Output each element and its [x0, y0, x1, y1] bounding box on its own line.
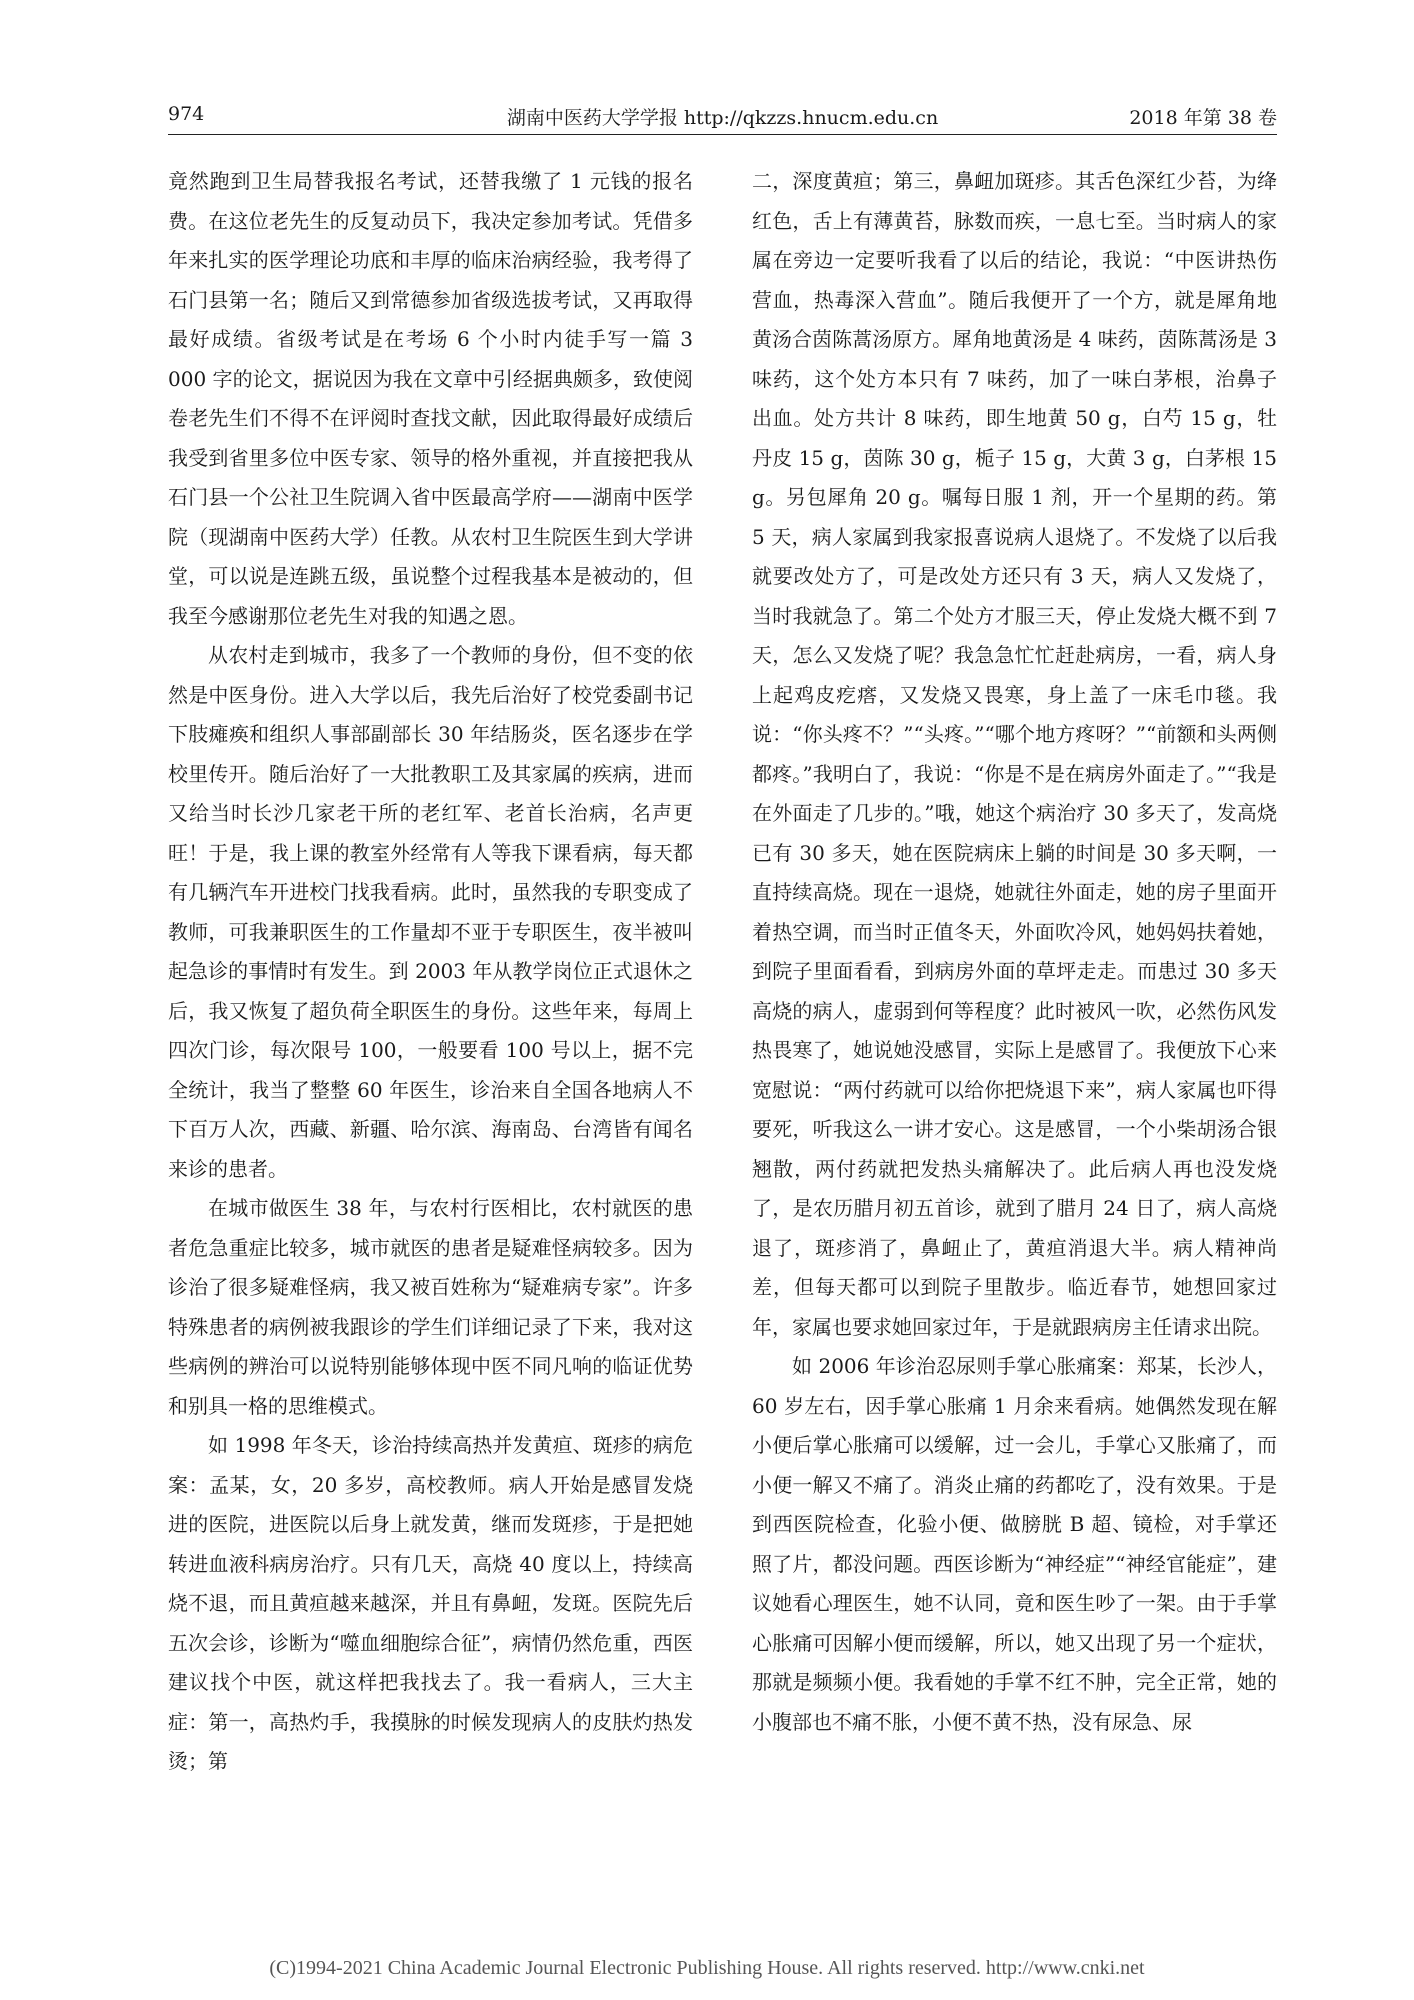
volume-info: 2018 年第 38 卷	[1129, 107, 1277, 129]
copyright-footer: (C)1994-2021 China Academic Journal Electronic Publishing House. All rights reserved. http://www.cnki.net	[269, 1957, 1145, 1979]
left-column	[168, 162, 693, 1922]
header-rule	[168, 134, 1277, 135]
right-column	[752, 162, 1277, 1922]
paragraph: 如 2006 年诊治忍尿则手掌心胀痛案：郑某，长沙人，60 岁左右，因手掌心胀痛 1 月余来看病。她偶然发现在解小便后掌心胀痛可以缓解，过一会儿，手掌心又胀痛了，而小便一解又不痛了。消炎止痛的药都吃了，没有效果。于是到西医院检查，化验小便、做膀胱 B 超、镜检，对手掌还照了片，都没问题。西医诊断为“神经症”“神经官能症”，建议她看心理医生，她不认同，竟和医生吵了一架。由于手掌心胀痛可因解小便而缓解，所以，她又出现了另一个症状，那就是频频小便。我看她的手掌不红不肿，完全正常，她的小腹部也不痛不胀，小便不黄不热，没有尿急、尿	[752, 1354, 1277, 1734]
paragraph: 如 1998 年冬天，诊治持续高热并发黄疸、斑疹的病危案：孟某，女，20 多岁，高校教师。病人开始是感冒发烧进的医院，进医院以后身上就发黄，继而发斑疹，于是把她转进血液科病房治疗。只有几天，高烧 40 度以上，持续高烧不退，而且黄疸越来越深，并且有鼻衄，发斑。医院先后五次会诊，诊断为“噬血细胞综合征”，病情仍然危重，西医建议找个中医，就这样把我找去了。我一看病人，三大主症：第一，高热灼手，我摸脉的时候发现病人的皮肤灼热发烫；第	[168, 1433, 693, 1773]
page-number: 974	[168, 103, 205, 125]
running-header	[168, 103, 1277, 137]
paragraph: 竟然跑到卫生局替我报名考试，还替我缴了 1 元钱的报名费。在这位老先生的反复动员下，我决定参加考试。凭借多年来扎实的医学理论功底和丰厚的临床治病经验，我考得了石门县第一名；随后又到常德参加省级选拔考试，又再取得最好成绩。省级考试是在考场 6 个小时内徒手写一篇 3 000 字的论文，据说因为我在文章中引经据典颇多，致使阅卷老先生们不得不在评阅时查找文献，因此取得最好成绩后我受到省里多位中医专家、领导的格外重视，并直接把我从石门县一个公社卫生院调入省中医最高学府——湖南中医学院（现湖南中医药大学）任教。从农村卫生院医生到大学讲堂，可以说是连跳五级，虽说整个过程我基本是被动的，但我至今感谢那位老先生对我的知遇之恩。	[168, 169, 693, 628]
journal-title: 湖南中医药大学学报 http://qkzzs.hnucm.edu.cn	[506, 107, 939, 129]
paragraph: 从农村走到城市，我多了一个教师的身份，但不变的依然是中医身份。进入大学以后，我先后治好了校党委副书记下肢瘫痪和组织人事部副部长 30 年结肠炎，医名逐步在学校里传开。随后治好了一大批教职工及其家属的疾病，进而又给当时长沙几家老干所的老红军、老首长治病，名声更旺！于是，我上课的教室外经常有人等我下课看病，每天都有几辆汽车开进校门找我看病。此时，虽然我的专职变成了教师，可我兼职医生的工作量却不亚于专职医生，夜半被叫起急诊的事情时有发生。到 2003 年从教学岗位正式退休之后，我又恢复了超负荷全职医生的身份。这些年来，每周上四次门诊，每次限号 100，一般要看 100 号以上，据不完全统计，我当了整整 60 年医生，诊治来自全国各地病人不下百万人次，西藏、新疆、哈尔滨、海南岛、台湾皆有闻名来诊的患者。	[168, 643, 693, 1181]
paragraph: 二，深度黄疸；第三，鼻衄加斑疹。其舌色深红少苔，为绛红色，舌上有薄黄苔，脉数而疾，一息七至。当时病人的家属在旁边一定要听我看了以后的结论，我说：“中医讲热伤营血，热毒深入营血”。随后我便开了一个方，就是犀角地黄汤合茵陈蒿汤原方。犀角地黄汤是 4 味药，茵陈蒿汤是 3 味药，这个处方本只有 7 味药，加了一味白茅根，治鼻子出血。处方共计 8 味药，即生地黄 50 g，白芍 15 g，牡丹皮 15 g，茵陈 30 g，栀子 15 g，大黄 3 g，白茅根 15 g。另包犀角 20 g。嘱每日服 1 剂，开一个星期的药。第 5 天，病人家属到我家报喜说病人退烧了。不发烧了以后我就要改处方了，可是改处方还只有 3 天，病人又发烧了，当时我就急了。第二个处方才服三天，停止发烧大概不到 7 天，怎么又发烧了呢？我急急忙忙赶赴病房，一看，病人身上起鸡皮疙瘩，又发烧又畏寒，身上盖了一床毛巾毯。我说：“你头疼不？”“头疼。”“哪个地方疼呀？”“前额和头两侧都疼。”我明白了，我说：“你是不是在病房外面走了。”“我是在外面走了几步的。”哦，她这个病治疗 30 多天了，发高烧已有 30 多天，她在医院病床上躺的时间是 30 多天啊，一直持续高烧。现在一退烧，她就往外面走，她的房子里面开着热空调，而当时正值冬天，外面吹冷风，她妈妈扶着她，到院子里面看看，到病房外面的草坪走走。而患过 30 多天高烧的病人，虚弱到何等程度？此时被风一吹，必然伤风发热畏寒了，她说她没感冒，实际上是感冒了。我便放下心来宽慰说：“两付药就可以给你把烧退下来”，病人家属也吓得要死，听我这么一讲才安心。这是感冒，一个小柴胡汤合银翘散，两付药就把发热头痛解决了。此后病人再也没发烧了，是农历腊月初五首诊，就到了腊月 24 日了，病人高烧退了，斑疹消了，鼻衄止了，黄疸消退大半。病人精神尚差，但每天都可以到院子里散步。临近春节，她想回家过年，家属也要求她回家过年，于是就跟病房主任请求出院。	[752, 169, 1277, 1339]
paragraph: 在城市做医生 38 年，与农村行医相比，农村就医的患者危急重症比较多，城市就医的患者是疑难怪病较多。因为诊治了很多疑难怪病，我又被百姓称为“疑难病专家”。许多特殊患者的病例被我跟诊的学生们详细记录了下来，我对这些病例的辨治可以说特别能够体现中医不同凡响的临证优势和别具一格的思维模式。	[168, 1196, 693, 1418]
